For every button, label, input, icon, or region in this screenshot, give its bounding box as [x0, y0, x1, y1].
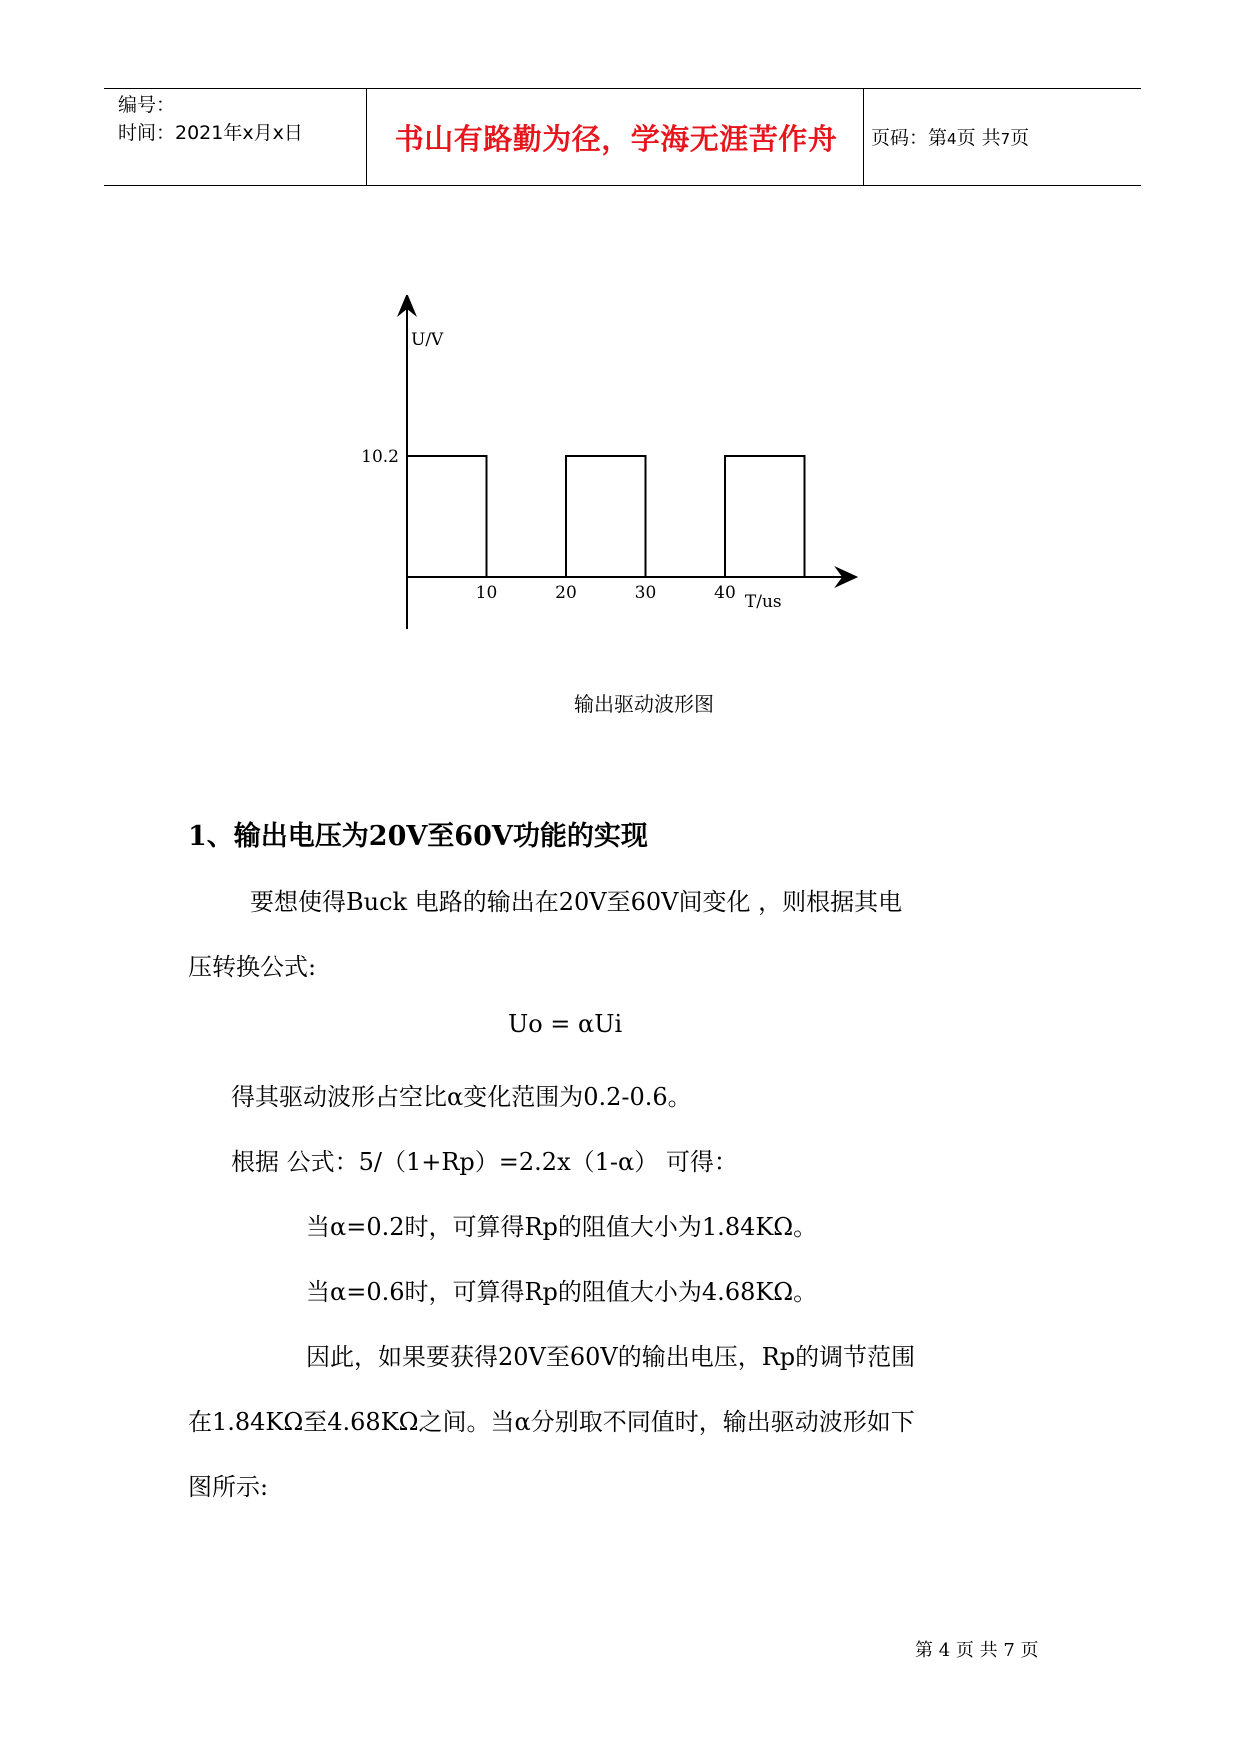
x-axis-label: T/us — [744, 592, 782, 612]
paragraph-line: 当α=0.6时，可算得Rp的阻值大小为4.68KΩ。 — [306, 1278, 818, 1306]
document-code-label: 编号： — [118, 94, 176, 116]
page-suffix: 页 — [1010, 127, 1030, 149]
paragraph-line: 压转换公式: — [188, 953, 317, 981]
waveform-chart — [340, 295, 880, 640]
paragraph-line: 图所示: — [188, 1473, 269, 1501]
header-divider — [863, 89, 864, 185]
y-axis-label: U/V — [411, 330, 444, 350]
chart-axes — [397, 295, 858, 629]
chart-marks — [407, 456, 805, 577]
x-tick-label: 20 — [555, 583, 577, 603]
page-footer: 第 4 页 共 7 页 — [915, 1640, 1039, 1661]
page-total: 7 — [1000, 130, 1011, 148]
figure-caption: 输出驱动波形图 — [574, 692, 714, 716]
chart-labels — [361, 330, 781, 612]
paragraph-line: 因此，如果要获得20V至60V的输出电压，Rp的调节范围 — [306, 1343, 916, 1371]
header-divider — [366, 89, 367, 185]
x-tick-label: 10 — [475, 583, 498, 603]
paragraph-line: 当α=0.2时，可算得Rp的阻值大小为1.84KΩ。 — [306, 1213, 818, 1241]
document-time: 时间：2021年x月x日 — [118, 122, 303, 144]
waveform-line — [407, 456, 805, 577]
header-meta — [118, 91, 358, 147]
paragraph-line: 根据 公式：5/（1+Rp）=2.2x（1-α） 可得： — [231, 1148, 738, 1176]
page-number: 4 — [947, 130, 957, 148]
page-mid: 页 共 — [956, 127, 1001, 149]
page-header — [104, 88, 1141, 186]
header-motto: 书山有路勤为径，学海无涯苦作舟 — [394, 122, 838, 156]
x-tick-label: 30 — [634, 583, 657, 603]
paragraph-line: 要想使得Buck 电路的输出在20V至60V间变化 ，则根据其电 — [250, 888, 903, 916]
x-tick-label: 40 — [714, 583, 736, 603]
paragraph-line: 在1.84KΩ至4.68KΩ之间。当α分别取不同值时，输出驱动波形如下 — [188, 1408, 915, 1436]
paragraph-line: 得其驱动波形占空比α变化范围为0.2-0.6。 — [231, 1083, 692, 1111]
header-page-number — [871, 123, 1131, 150]
page-prefix: 页码：第 — [871, 127, 948, 149]
y-tick-label: 10.2 — [361, 447, 399, 468]
section-heading: 1、输出电压为20V至60V功能的实现 — [188, 821, 648, 852]
formula: Uo = αUi — [508, 1010, 623, 1038]
